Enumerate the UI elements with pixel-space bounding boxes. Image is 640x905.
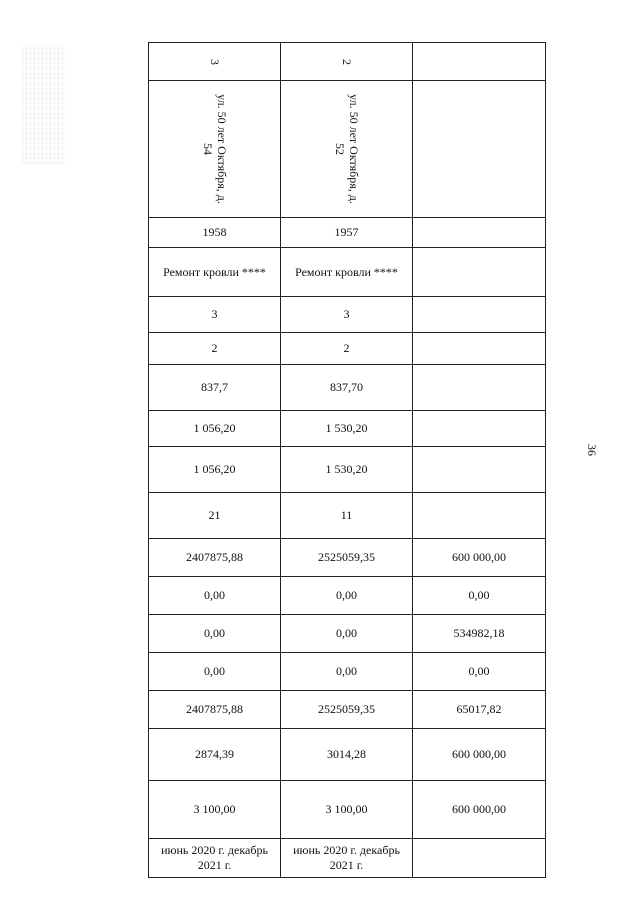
table-cell: 2407875,88 (149, 539, 281, 577)
table-cell (413, 365, 546, 411)
table-row (149, 781, 546, 839)
table-cell: 600 000,00 (413, 781, 546, 839)
table-cell: 1 056,20 (149, 411, 281, 447)
table-cell: 1 056,20 (149, 447, 281, 493)
table-cell: 2 (281, 43, 413, 81)
table-cell: 3 (149, 297, 281, 333)
table-row (149, 539, 546, 577)
table-row (149, 615, 546, 653)
table-cell: 3 100,00 (281, 781, 413, 839)
table-cell: 3 (149, 43, 281, 81)
table-cell: 0,00 (149, 653, 281, 691)
table-cell (413, 447, 546, 493)
table-cell: 600 000,00 (413, 539, 546, 577)
table-row (149, 297, 546, 333)
table-cell: 837,70 (281, 365, 413, 411)
table-cell (413, 297, 546, 333)
table-cell: Ремонт кровли **** (149, 248, 281, 297)
table-cell (413, 218, 546, 248)
table-cell: 0,00 (281, 653, 413, 691)
table-row (149, 218, 546, 248)
table-cell: 837,7 (149, 365, 281, 411)
table-cell (413, 248, 546, 297)
table-cell: 3 (281, 297, 413, 333)
table-row (149, 411, 546, 447)
table-cell: 1 530,20 (281, 411, 413, 447)
table-cell: Ремонт кровли **** (281, 248, 413, 297)
table-cell: 600 000,00 (413, 729, 546, 781)
data-table (148, 42, 546, 878)
table-cell: 0,00 (281, 615, 413, 653)
table-row (149, 43, 546, 81)
table-cell: 11 (281, 493, 413, 539)
table-cell: июнь 2020 г. декабрь 2021 г. (149, 839, 281, 878)
table-cell: ул. 50 лет Октября, д. 52 (281, 81, 413, 218)
table-row (149, 81, 546, 218)
page-number: 36 (585, 444, 599, 456)
table-cell: 2525059,35 (281, 691, 413, 729)
table-row (149, 447, 546, 493)
table-row (149, 653, 546, 691)
table-cell: 1 530,20 (281, 447, 413, 493)
table-row (149, 365, 546, 411)
table-row (149, 577, 546, 615)
table-cell: 2 (149, 333, 281, 365)
table-row (149, 493, 546, 539)
table-cell: 0,00 (149, 577, 281, 615)
table-cell: 65017,82 (413, 691, 546, 729)
table-cell: 3 100,00 (149, 781, 281, 839)
table-row (149, 839, 546, 878)
table-cell (413, 493, 546, 539)
table-cell (413, 81, 546, 218)
table-cell: 3014,28 (281, 729, 413, 781)
table-cell: 2 (281, 333, 413, 365)
table-cell (413, 333, 546, 365)
table-cell: 0,00 (149, 615, 281, 653)
table-cell: 2525059,35 (281, 539, 413, 577)
table-cell: июнь 2020 г. декабрь 2021 г. (281, 839, 413, 878)
table-row (149, 248, 546, 297)
table-cell: 2407875,88 (149, 691, 281, 729)
table-cell (413, 43, 546, 81)
table-row (149, 729, 546, 781)
table-cell: 21 (149, 493, 281, 539)
table-cell: 0,00 (413, 653, 546, 691)
table-row (149, 691, 546, 729)
table-cell: 534982,18 (413, 615, 546, 653)
table-cell: 0,00 (413, 577, 546, 615)
table-cell: ул. 50 лет Октября, д. 54 (149, 81, 281, 218)
table-cell: 0,00 (281, 577, 413, 615)
table-cell: 2874,39 (149, 729, 281, 781)
faded-stamp-mark (22, 46, 66, 164)
table-cell (413, 411, 546, 447)
table-cell: 1957 (281, 218, 413, 248)
table-row (149, 333, 546, 365)
table-cell: 1958 (149, 218, 281, 248)
table-cell (413, 839, 546, 878)
